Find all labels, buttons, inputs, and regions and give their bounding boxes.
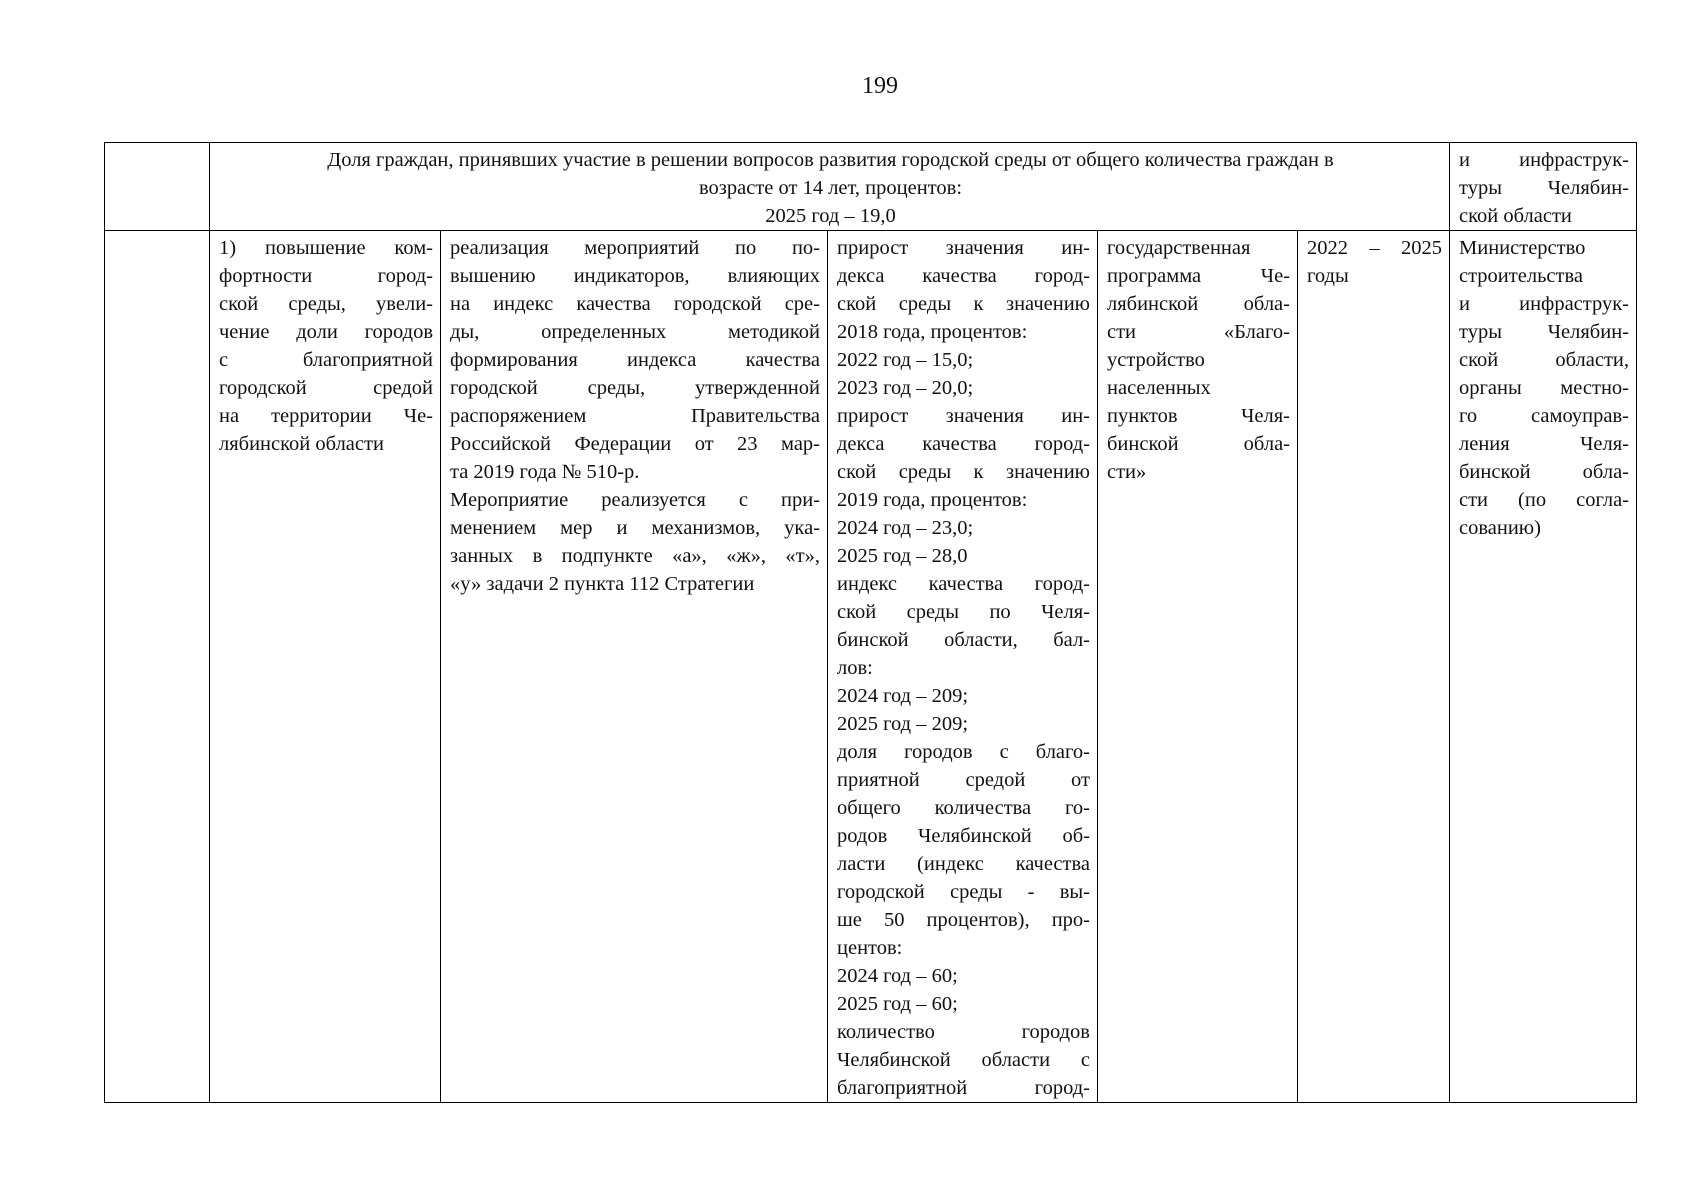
row-number-cell — [105, 231, 210, 1103]
task-line: с благоприятной — [219, 349, 433, 371]
measures-line: Мероприятие реализуется с при- — [450, 489, 820, 511]
indicator-line: ласти (индекс качества — [837, 853, 1090, 875]
indicator-line: 2024 год – 23,0; — [837, 517, 974, 539]
indicator-line: 2022 год – 15,0; — [837, 349, 974, 371]
task-line: лябинской области — [219, 433, 384, 455]
indicators-cell — [828, 231, 1098, 1103]
program-line: населенных — [1107, 377, 1211, 399]
indicator-line: приятной средой от — [837, 769, 1090, 791]
indicator-line: бинской области, бал- — [837, 629, 1090, 651]
indicator-line: декса качества город- — [837, 265, 1090, 287]
indicator-line: 2019 года, процентов: — [837, 489, 1028, 511]
measures-line: та 2019 года № 510-р. — [450, 461, 640, 483]
indicator-line: прирост значения ин- — [837, 237, 1090, 259]
measures-line: занных в подпункте «а», «ж», «т», — [450, 545, 820, 567]
indicator-line: Челябинской области с — [837, 1049, 1090, 1071]
responsible-line: ления Челя- — [1459, 433, 1629, 455]
responsible-line: органы местно- — [1459, 377, 1629, 399]
indicator-line: городской среды - вы- — [837, 881, 1090, 903]
task-line: 1) повышение ком- — [219, 237, 433, 259]
task-line: городской средой — [219, 377, 433, 399]
measures-line: «у» задачи 2 пункта 112 Стратегии — [450, 573, 755, 595]
indicator-header-row — [105, 143, 1637, 231]
indicator-line: ской среды к значению — [837, 293, 1090, 315]
measures-line: Российской Федерации от 23 мар- — [450, 433, 820, 455]
indicator-line: 2023 год – 20,0; — [837, 377, 974, 399]
program-line: государственная — [1107, 237, 1251, 259]
measures-line: ды, определенных методикой — [450, 321, 820, 343]
responsible-line: сти (по согла- — [1459, 489, 1629, 511]
task-line: на территории Че- — [219, 405, 433, 427]
program-line: бинской обла- — [1107, 433, 1290, 455]
row-number-cell-empty — [105, 143, 210, 231]
period-line: 2022 – 2025 — [1307, 237, 1442, 259]
task-line: фортности город- — [219, 265, 433, 287]
indicator-line: родов Челябинской об- — [837, 825, 1090, 847]
strategy-measures-table — [104, 142, 1637, 1103]
indicator-line: 2025 год – 209; — [837, 713, 969, 735]
target-indicator-line: Доля граждан, принявших участие в решении вопросов развития городской среды от общего количества граждан в — [327, 149, 1334, 171]
period-cell — [1298, 231, 1450, 1103]
measures-line: вышению индикаторов, влияющих — [450, 265, 820, 287]
measures-line: формирования индекса качества — [450, 349, 820, 371]
indicator-line: лов: — [837, 657, 873, 679]
indicator-line: общего количества го- — [837, 797, 1090, 819]
measures-line: городской среды, утвержденной — [450, 377, 820, 399]
indicator-line: 2024 год – 209; — [837, 685, 969, 707]
program-cell — [1098, 231, 1298, 1103]
measures-line: распоряжением Правительства — [450, 405, 820, 427]
responsible-line: Министерство — [1459, 237, 1586, 259]
responsible-line: го самоуправ- — [1459, 405, 1629, 427]
measures-line: на индекс качества городской сре- — [450, 293, 820, 315]
task-line: чение доли городов — [219, 321, 433, 343]
program-line: сти «Благо- — [1107, 321, 1290, 343]
indicator-line: 2025 год – 28,0 — [837, 545, 968, 567]
measures-line: менением мер и механизмов, ука- — [450, 517, 820, 539]
period-line: годы — [1307, 265, 1349, 287]
responsible-line: и инфраструк- — [1459, 149, 1629, 171]
indicator-line: благоприятной город- — [837, 1077, 1090, 1099]
indicator-line: декса качества город- — [837, 433, 1090, 455]
program-line: устройство — [1107, 349, 1205, 371]
responsible-cell — [1450, 231, 1637, 1103]
program-line: пунктов Челя- — [1107, 405, 1290, 427]
indicator-line: центов: — [837, 937, 903, 959]
responsible-line: туры Челябин- — [1459, 177, 1629, 199]
indicator-line: 2025 год – 60; — [837, 993, 958, 1015]
indicator-line: ше 50 процентов), про- — [837, 909, 1090, 931]
header-responsible-cell — [1450, 143, 1637, 231]
target-indicator-line: возрасте от 14 лет, процентов: — [698, 177, 963, 199]
task-line: ской среды, увели- — [219, 293, 433, 315]
responsible-line: строительства — [1459, 265, 1583, 287]
task-cell — [210, 231, 441, 1103]
target-indicator-cell — [210, 143, 1450, 231]
indicator-line: ской среды по Челя- — [837, 601, 1090, 623]
responsible-line: бинской обла- — [1459, 461, 1629, 483]
responsible-line: туры Челябин- — [1459, 321, 1629, 343]
indicator-line: ской среды к значению — [837, 461, 1090, 483]
indicator-line: прирост значения ин- — [837, 405, 1090, 427]
measures-cell — [441, 231, 828, 1103]
indicator-line: индекс качества город- — [837, 573, 1090, 595]
indicator-line: доля городов с благо- — [837, 741, 1090, 763]
program-line: сти» — [1107, 461, 1147, 483]
target-indicator-line: 2025 год – 19,0 — [765, 205, 896, 227]
responsible-line: ской области — [1459, 205, 1572, 227]
program-line: лябинской обла- — [1107, 293, 1290, 315]
measures-line: реализация мероприятий по по- — [450, 237, 820, 259]
measure-row — [105, 231, 1637, 1103]
responsible-line: сованию) — [1459, 517, 1541, 539]
responsible-line: ской области, — [1459, 349, 1629, 371]
indicator-line: 2024 год – 60; — [837, 965, 958, 987]
responsible-line: и инфраструк- — [1459, 293, 1629, 315]
indicator-line: 2018 года, процентов: — [837, 321, 1028, 343]
indicator-line: количество городов — [837, 1021, 1090, 1043]
page-number: 199 — [862, 73, 898, 99]
program-line: программа Че- — [1107, 265, 1290, 287]
